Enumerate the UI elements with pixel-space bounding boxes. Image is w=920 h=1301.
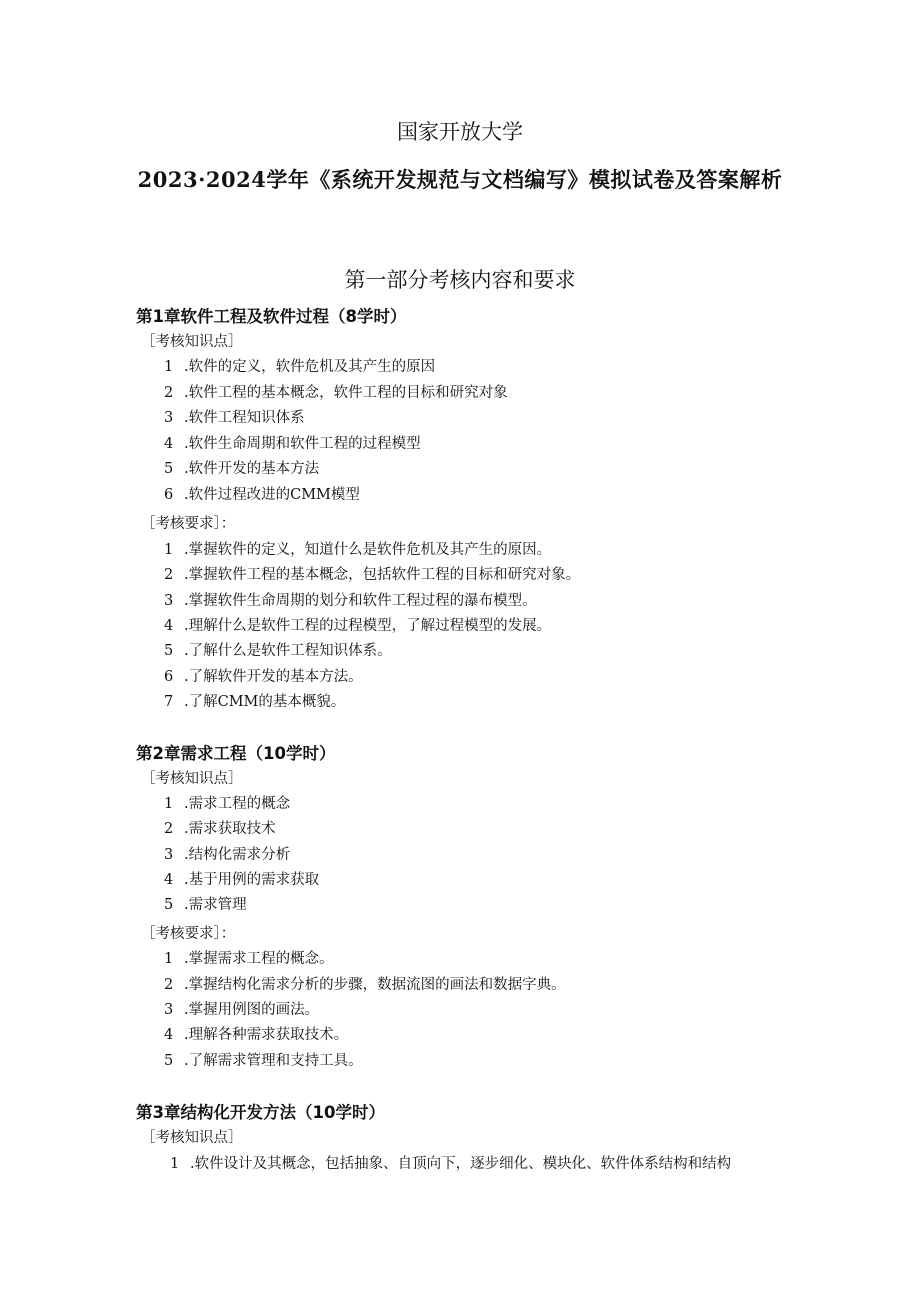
university-title: 国家开放大学: [397, 120, 523, 144]
chapter-1-requirements-label: ［考核要求］：: [141, 516, 236, 532]
list-item: 2 .掌握软件工程的基本概念，包括软件工程的目标和研究对象。: [164, 567, 581, 583]
list-item: 6 .软件过程改进的CMM模型: [164, 487, 360, 503]
exam-title: 2023·2024学年《系统开发规范与文档编写》模拟试卷及答案解析: [137, 167, 783, 192]
list-item: 4 .软件生命周期和软件工程的过程模型: [164, 436, 421, 452]
list-item: 3 .软件工程知识体系: [164, 410, 305, 426]
chapter-1-knowledge-label: ［考核知识点］: [141, 334, 243, 350]
list-item: 5 .了解需求管理和支持工具。: [164, 1053, 363, 1069]
chapter-2-title: 第2章需求工程（10学时）: [136, 744, 336, 763]
list-item: 6 .了解软件开发的基本方法。: [164, 669, 363, 685]
list-item: 3 .掌握软件生命周期的划分和软件工程过程的瀑布模型。: [164, 593, 537, 609]
list-item: 3 .结构化需求分析: [164, 847, 291, 863]
list-item: 4 .基于用例的需求获取: [164, 872, 320, 888]
chapter-2-knowledge-label: ［考核知识点］: [141, 771, 243, 787]
part-title: 第一部分考核内容和要求: [344, 268, 576, 292]
list-item: 2 .掌握结构化需求分析的步骤，数据流图的画法和数据字典。: [164, 977, 566, 993]
list-item: 1 .软件的定义，软件危机及其产生的原因: [164, 359, 436, 375]
list-item: 5 .需求管理: [164, 897, 247, 913]
list-item: 5 .了解什么是软件工程知识体系。: [164, 643, 392, 659]
chapter-1-title: 第1章软件工程及软件过程（8学时）: [136, 307, 407, 326]
list-item: 2 .软件工程的基本概念，软件工程的目标和研究对象: [164, 385, 508, 401]
list-item: 2 .需求获取技术: [164, 821, 276, 837]
list-item: 1 .掌握需求工程的概念。: [164, 951, 334, 967]
list-item: 3 .掌握用例图的画法。: [164, 1002, 320, 1018]
list-item: 4 .理解各种需求获取技术。: [164, 1027, 349, 1043]
list-item: 1 .软件设计及其概念，包括抽象、自顶向下，逐步细化、模块化、软件体系结构和结构: [170, 1156, 732, 1172]
list-item: 1 .掌握软件的定义，知道什么是软件危机及其产生的原因。: [164, 542, 552, 558]
list-item: 4 .理解什么是软件工程的过程模型，了解过程模型的发展。: [164, 618, 552, 634]
chapter-3-knowledge-label: ［考核知识点］: [141, 1130, 243, 1146]
list-item: 1 .需求工程的概念: [164, 796, 291, 812]
chapter-2-requirements-label: ［考核要求］：: [141, 926, 236, 942]
chapter-3-title: 第3章结构化开发方法（10学时）: [136, 1103, 385, 1122]
list-item: 7 .了解CMM的基本概貌。: [164, 694, 346, 710]
list-item: 5 .软件开发的基本方法: [164, 461, 320, 477]
